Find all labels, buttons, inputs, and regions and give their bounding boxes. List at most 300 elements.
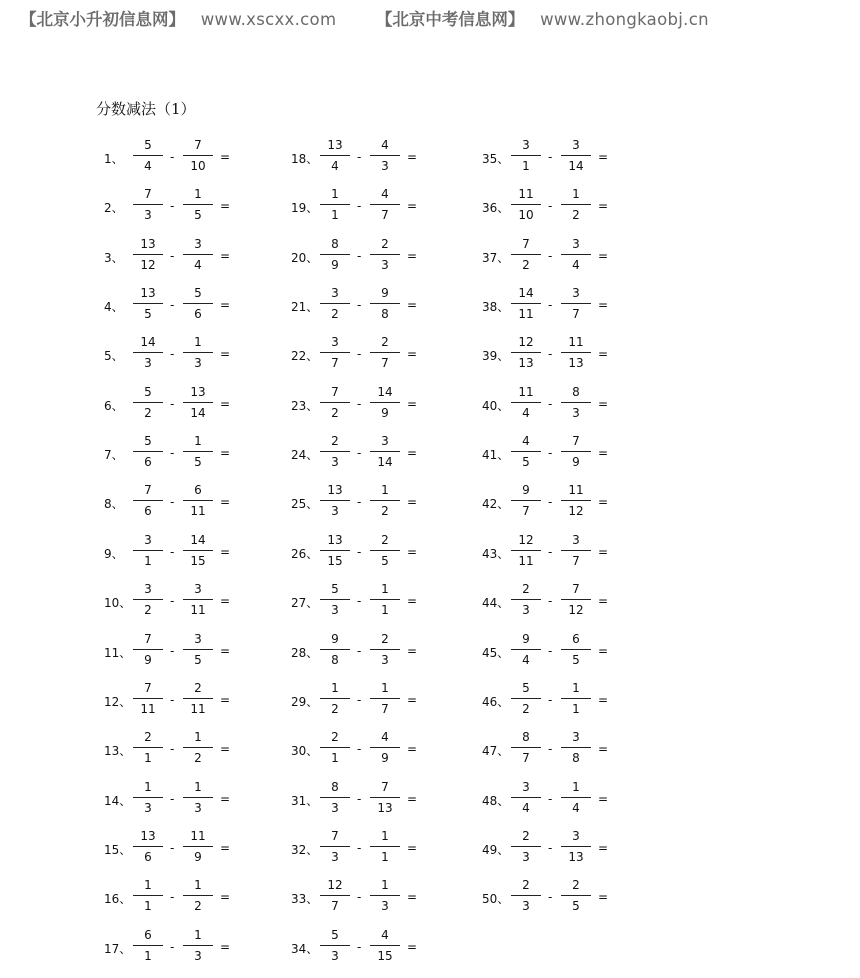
fraction [183,927,213,965]
equals-sign: = [407,199,418,214]
fraction-bar [183,550,213,551]
equals-sign: = [220,692,231,707]
denominator: 2 [144,603,152,618]
denominator: 7 [331,356,339,371]
minus-sign: - [357,150,362,164]
denominator: 15 [190,553,206,568]
fraction-bar [370,204,400,205]
denominator: 3 [331,948,339,963]
problem-item [482,532,652,572]
minus-sign: - [170,692,175,707]
denominator: 10 [190,159,206,173]
numerator: 7 [144,187,152,202]
fraction [511,384,541,422]
problem-number: 27、 [291,596,319,611]
header-site-name-2: 【北京中考信息网】 [375,10,525,29]
denominator: 5 [194,652,202,667]
fraction-bar [133,254,163,255]
problem-item [104,631,274,671]
numerator: 1 [194,434,202,449]
fraction [561,186,591,224]
numerator: 7 [144,680,152,695]
fraction-bar [133,451,163,452]
fraction-bar [370,599,400,600]
problem-item [104,927,274,967]
minus-sign: - [357,742,362,757]
denominator: 8 [381,307,389,322]
minus-sign: - [170,495,175,510]
fraction-bar [511,254,541,255]
numerator: 3 [194,631,202,646]
equals-sign: = [598,150,609,164]
fraction [320,433,350,471]
equals-sign: = [220,643,231,658]
denominator: 1 [144,899,152,914]
fraction [370,779,400,817]
denominator: 6 [194,307,202,322]
fraction-bar [320,451,350,452]
numerator: 13 [190,384,206,399]
numerator: 2 [381,335,389,350]
equals-sign: = [598,298,609,313]
fraction-bar [511,500,541,501]
equals-sign: = [407,446,418,461]
fraction [370,285,400,323]
denominator: 3 [331,800,339,815]
fraction-bar [183,254,213,255]
numerator: 4 [522,434,530,449]
equals-sign: = [220,298,231,313]
problem-number: 12、 [104,694,132,709]
denominator: 5 [572,899,580,914]
problem-number: 20、 [291,250,319,265]
numerator: 1 [194,335,202,350]
equals-sign: = [598,396,609,411]
denominator: 8 [331,652,339,667]
fraction [370,482,400,520]
problem-item [104,186,274,226]
problem-number: 6、 [104,398,124,413]
minus-sign: - [170,742,175,757]
fraction [133,334,163,372]
minus-sign: - [548,791,553,806]
numerator: 1 [144,878,152,893]
minus-sign: - [357,692,362,707]
fraction [511,433,541,471]
denominator: 2 [144,405,152,420]
fraction [511,285,541,323]
denominator: 3 [331,504,339,519]
problem-item [104,680,274,720]
problem-number: 10、 [104,596,132,611]
numerator: 2 [522,878,530,893]
fraction-bar [561,550,591,551]
minus-sign: - [170,248,175,263]
problem-number: 47、 [482,744,510,759]
fraction [561,877,591,915]
numerator: 1 [381,582,389,597]
problem-number: 43、 [482,546,510,561]
minus-sign: - [548,298,553,313]
fraction-bar [370,352,400,353]
fraction-bar [370,550,400,551]
fraction-bar [133,155,163,156]
numerator: 3 [331,335,339,350]
minus-sign: - [170,594,175,609]
numerator: 1 [194,779,202,794]
numerator: 13 [327,532,343,547]
minus-sign: - [170,840,175,855]
numerator: 3 [194,582,202,597]
fraction-bar [183,352,213,353]
equals-sign: = [220,742,231,757]
numerator: 2 [381,236,389,251]
minus-sign: - [548,544,553,559]
fraction-bar [133,352,163,353]
problem-item [291,384,461,424]
fraction [320,482,350,520]
problem-item [291,631,461,671]
numerator: 3 [572,828,580,843]
problem-item [291,433,461,473]
fraction [183,532,213,570]
minus-sign: - [548,495,553,510]
numerator: 2 [331,434,339,449]
fraction [320,680,350,718]
fraction [511,680,541,718]
fraction-bar [183,402,213,403]
numerator: 4 [381,138,389,152]
denominator: 2 [522,257,530,272]
fraction-bar [320,846,350,847]
minus-sign: - [548,594,553,609]
problem-item [482,285,652,325]
fraction [320,384,350,422]
denominator: 3 [194,356,202,371]
fraction [133,581,163,619]
fraction-bar [320,649,350,650]
numerator: 1 [331,187,339,202]
fraction [320,631,350,669]
numerator: 3 [331,286,339,301]
denominator: 7 [572,307,580,322]
fraction [183,334,213,372]
problem-number: 15、 [104,842,132,857]
problem-number: 30、 [291,744,319,759]
minus-sign: - [357,446,362,461]
fraction-bar [370,402,400,403]
denominator: 14 [190,405,206,420]
fraction-bar [133,895,163,896]
problem-number: 18、 [291,152,319,166]
denominator: 5 [144,307,152,322]
numerator: 1 [194,927,202,942]
numerator: 1 [381,878,389,893]
fraction-bar [183,747,213,748]
problem-item [291,877,461,917]
numerator: 2 [522,828,530,843]
numerator: 5 [331,582,339,597]
fraction-bar [370,155,400,156]
numerator: 7 [522,236,530,251]
problem-item [482,236,652,276]
numerator: 2 [572,878,580,893]
problem-item [482,137,652,177]
numerator: 9 [522,483,530,498]
equals-sign: = [407,840,418,855]
numerator: 5 [331,927,339,942]
fraction-bar [183,846,213,847]
fraction-bar [370,895,400,896]
problem-item [104,532,274,572]
denominator: 3 [522,603,530,618]
header-url-2[interactable]: www.zhongkaobj.cn [540,10,709,29]
fraction [183,631,213,669]
fraction [561,532,591,570]
numerator: 2 [381,631,389,646]
numerator: 2 [522,582,530,597]
problem-item [104,581,274,621]
denominator: 7 [522,751,530,766]
fraction-bar [183,895,213,896]
problem-item [291,137,461,177]
problem-item [482,828,652,868]
problem-item [291,680,461,720]
equals-sign: = [220,248,231,263]
problem-item [482,384,652,424]
denominator: 5 [381,553,389,568]
denominator: 4 [522,405,530,420]
denominator: 4 [194,257,202,272]
problem-number: 7、 [104,448,124,463]
header-url-1[interactable]: www.xscxx.com [200,10,337,29]
numerator: 7 [572,434,580,449]
problem-item [291,927,461,967]
fraction-bar [561,303,591,304]
denominator: 2 [331,405,339,420]
problem-item [291,285,461,325]
denominator: 5 [194,208,202,223]
denominator: 1 [381,603,389,618]
minus-sign: - [548,347,553,362]
minus-sign: - [548,692,553,707]
minus-sign: - [170,298,175,313]
fraction [370,137,400,175]
minus-sign: - [548,446,553,461]
fraction-bar [133,402,163,403]
numerator: 9 [522,631,530,646]
minus-sign: - [548,150,553,164]
fraction [320,729,350,767]
numerator: 13 [327,483,343,498]
minus-sign: - [170,643,175,658]
minus-sign: - [357,890,362,905]
fraction-bar [511,895,541,896]
denominator: 7 [522,504,530,519]
denominator: 6 [144,504,152,519]
fraction [133,137,163,175]
minus-sign: - [357,594,362,609]
numerator: 4 [381,927,389,942]
fraction-bar [511,797,541,798]
problem-item [482,581,652,621]
equals-sign: = [407,692,418,707]
fraction-bar [370,698,400,699]
numerator: 12 [327,878,343,893]
equals-sign: = [407,495,418,510]
denominator: 7 [572,553,580,568]
problem-item [104,285,274,325]
equals-sign: = [407,791,418,806]
denominator: 1 [572,701,580,716]
numerator: 1 [381,483,389,498]
problem-item [482,186,652,226]
numerator: 1 [572,779,580,794]
numerator: 7 [381,779,389,794]
minus-sign: - [548,840,553,855]
minus-sign: - [170,150,175,164]
numerator: 1 [144,779,152,794]
problem-number: 9、 [104,546,124,561]
denominator: 4 [522,800,530,815]
fraction [320,532,350,570]
numerator: 9 [331,631,339,646]
equals-sign: = [598,594,609,609]
equals-sign: = [407,298,418,313]
problem-number: 28、 [291,645,319,660]
numerator: 6 [572,631,580,646]
denominator: 1 [144,553,152,568]
problem-item [291,482,461,522]
denominator: 3 [522,849,530,864]
fraction-bar [133,698,163,699]
fraction [370,581,400,619]
fraction [183,581,213,619]
fraction [133,631,163,669]
fraction [511,532,541,570]
problem-number: 35、 [482,152,510,166]
fraction-bar [561,895,591,896]
numerator: 1 [331,680,339,695]
denominator: 12 [568,504,584,519]
numerator: 5 [144,434,152,449]
problem-number: 5、 [104,349,124,364]
denominator: 6 [144,455,152,470]
denominator: 1 [144,948,152,963]
fraction [511,631,541,669]
equals-sign: = [598,347,609,362]
denominator: 2 [331,307,339,322]
fraction [320,334,350,372]
fraction-bar [133,797,163,798]
numerator: 3 [572,286,580,301]
fraction [561,828,591,866]
denominator: 2 [194,751,202,766]
fraction [183,285,213,323]
minus-sign: - [548,890,553,905]
fraction-bar [511,204,541,205]
fraction [561,729,591,767]
problem-item [291,581,461,621]
denominator: 1 [144,751,152,766]
equals-sign: = [598,446,609,461]
denominator: 4 [572,800,580,815]
fraction-bar [183,599,213,600]
numerator: 14 [140,335,156,350]
fraction [370,334,400,372]
numerator: 14 [190,532,206,547]
fraction [511,828,541,866]
numerator: 2 [331,730,339,745]
fraction-bar [320,155,350,156]
fraction [561,334,591,372]
numerator: 6 [144,927,152,942]
numerator: 14 [518,286,534,301]
fraction-bar [320,599,350,600]
equals-sign: = [598,742,609,757]
fraction-bar [133,500,163,501]
equals-sign: = [407,544,418,559]
denominator: 11 [190,701,206,716]
fraction [511,236,541,274]
denominator: 14 [568,159,584,173]
problem-item [291,186,461,226]
problem-number: 8、 [104,497,124,512]
fraction [561,631,591,669]
problem-number: 48、 [482,793,510,808]
denominator: 15 [377,948,393,963]
fraction-bar [320,204,350,205]
fraction-bar [561,698,591,699]
fraction [511,877,541,915]
denominator: 7 [381,356,389,371]
fraction-bar [511,451,541,452]
fraction-bar [370,797,400,798]
denominator: 11 [518,553,534,568]
fraction [370,729,400,767]
fraction [133,186,163,224]
problem-item [482,680,652,720]
numerator: 13 [140,828,156,843]
problem-item [104,482,274,522]
minus-sign: - [357,248,362,263]
fraction-bar [320,797,350,798]
equals-sign: = [220,446,231,461]
denominator: 3 [381,257,389,272]
numerator: 13 [140,236,156,251]
fraction [370,877,400,915]
fraction [320,581,350,619]
fraction-bar [561,649,591,650]
denominator: 13 [377,800,393,815]
fraction-bar [320,698,350,699]
fraction [320,137,350,175]
numerator: 3 [572,236,580,251]
minus-sign: - [170,347,175,362]
fraction [133,877,163,915]
denominator: 6 [144,849,152,864]
denominator: 13 [568,849,584,864]
fraction-bar [320,254,350,255]
minus-sign: - [548,199,553,214]
problem-item [482,433,652,473]
fraction-bar [370,500,400,501]
fraction-bar [561,747,591,748]
fraction [370,433,400,471]
fraction [183,433,213,471]
fraction [511,137,541,175]
fraction-bar [320,895,350,896]
